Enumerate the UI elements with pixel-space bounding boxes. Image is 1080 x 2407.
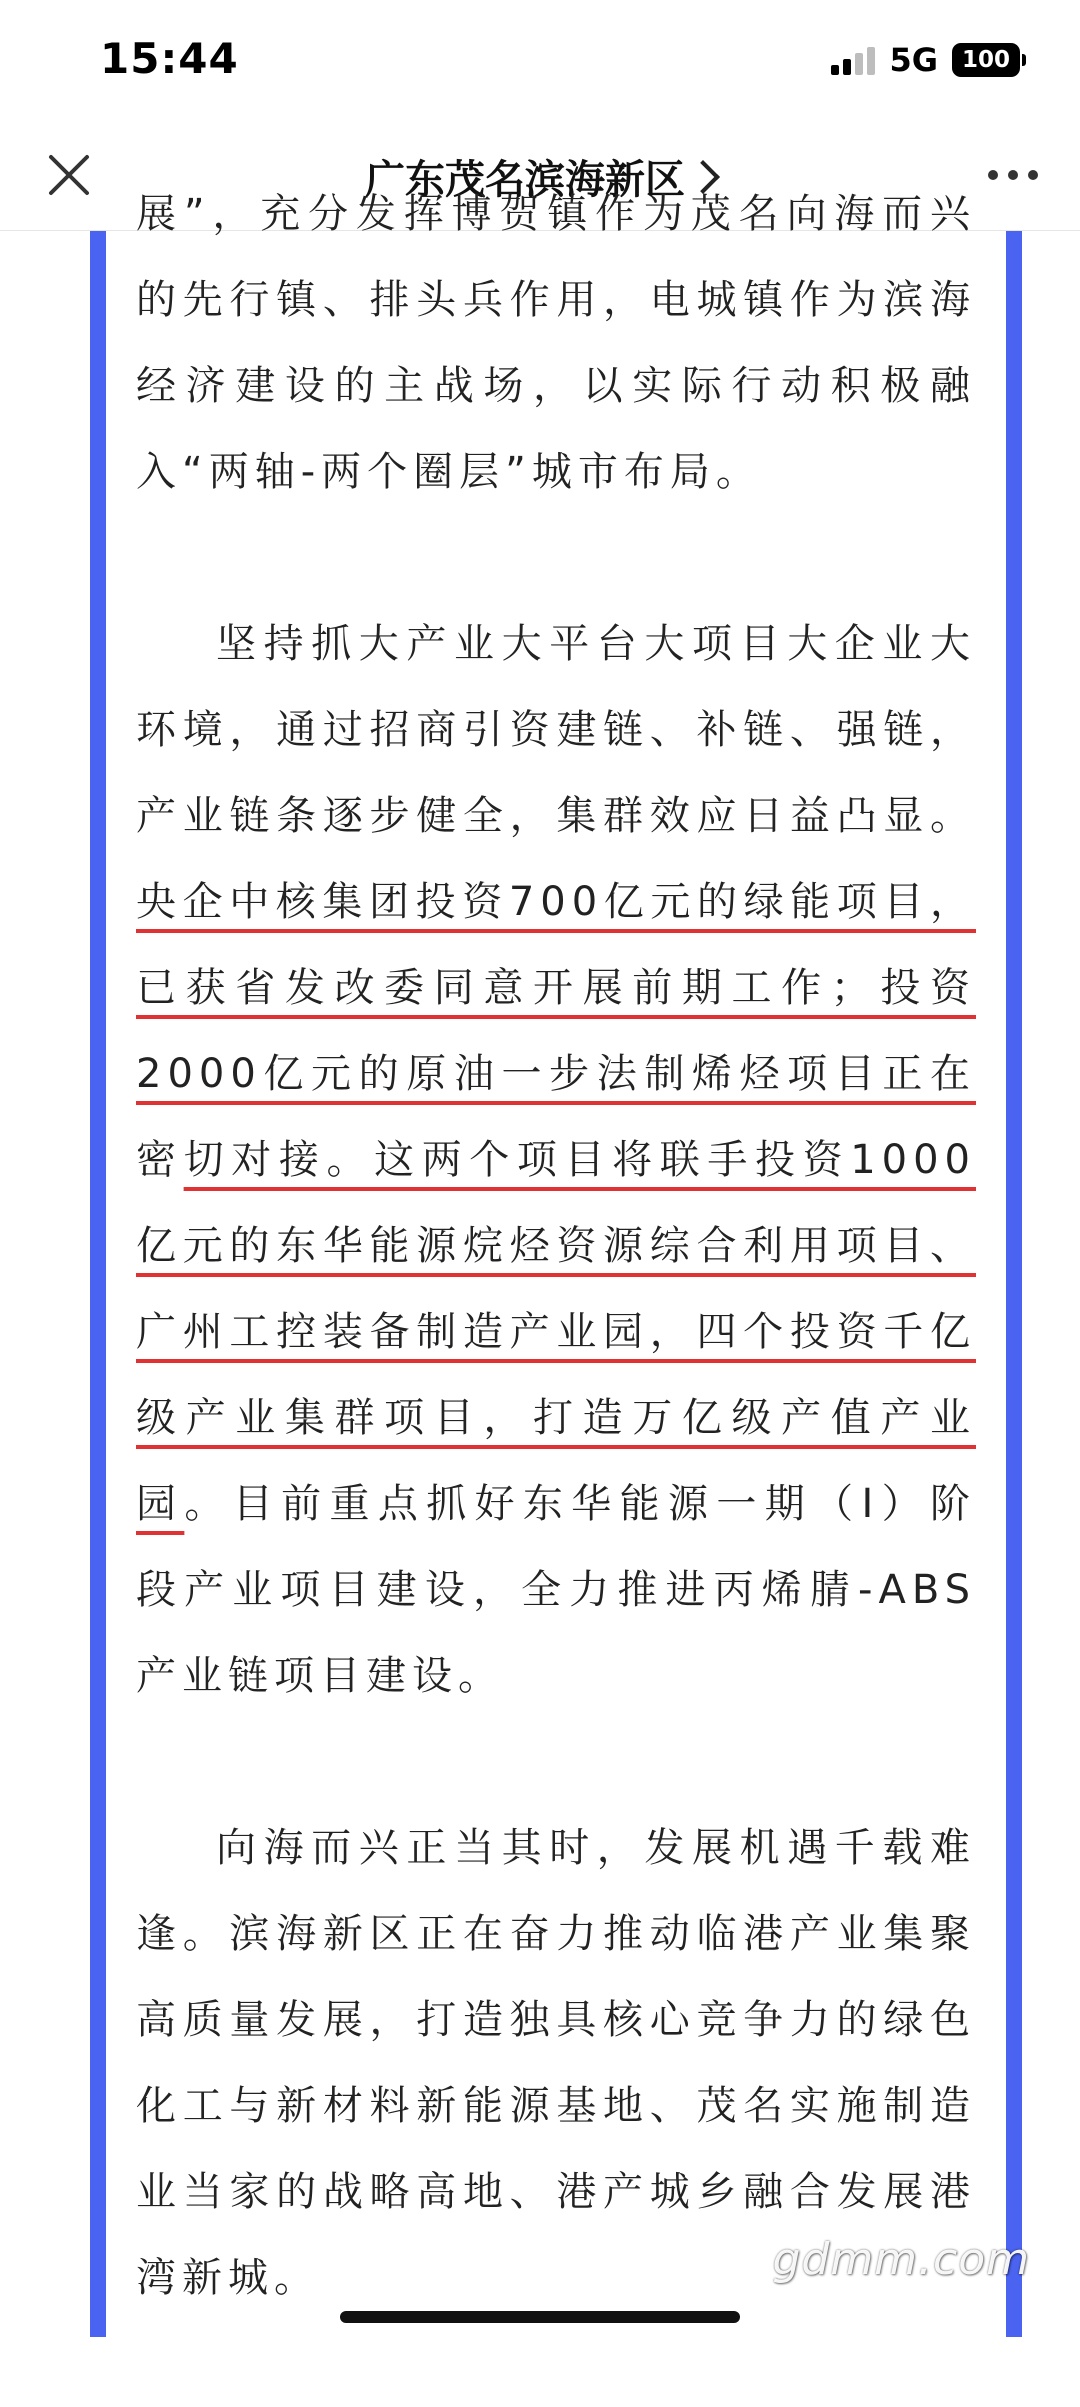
home-indicator[interactable] [340, 2311, 740, 2323]
paragraph-1: 展”，充分发挥博贺镇作为茂名向海而兴的先行镇、排头兵作用，电城镇作为滨海经济建设的主战场，以实际行动积极融入“两轴-两个圈层”城市布局。 [136, 191, 976, 495]
watermark: gdmm.com [772, 2234, 1030, 2285]
battery-icon: 100 [952, 43, 1020, 77]
paragraph-2-intro: 坚持抓大产业大平台大项目大企业大环境，通过招商引资建链、补链、强链，产业链条逐步健全，集群效应日益凸显。 [136, 621, 976, 839]
page-title: 广东茂名滨海新区 [365, 157, 685, 203]
paragraph-2 [136, 601, 976, 1719]
status-bar [0, 0, 1080, 120]
article-frame [90, 191, 1022, 2337]
underlined-text-2: 切对接。这两个项目将联手投资1000亿元的东华能源烷烃资源综合利用项目、广州工控装备制造产业园，四个投资千亿级产业集群项目，打造万亿级产值产业园 [136, 1137, 977, 1527]
status-indicators [831, 40, 1020, 80]
network-label: 5G [889, 41, 938, 79]
more-options-icon[interactable] [988, 170, 1038, 180]
status-time: 15:44 [100, 34, 239, 83]
paragraph-2-mid: 密 [136, 1137, 184, 1183]
paragraph-2-end: 。目前重点抓好东华能源一期（I）阶段产业项目建设，全力推进丙烯腈-ABS产业链项目建设。 [136, 1481, 977, 1699]
underlined-text-1: 央企中核集团投资700亿元的绿能项目，已获省发改委同意开展前期工作；投资2000亿元的原油一步法制烯烃项目正在 [136, 879, 976, 1097]
signal-icon [831, 45, 875, 75]
article-body [136, 171, 976, 2407]
paragraph-3: 向海而兴正当其时，发展机遇千载难逢。滨海新区正在奋力推动临港产业集聚高质量发展，打造独具核心竞争力的绿色化工与新材料新能源基地、茂名实施制造业当家的战略高地、港产城乡融合发展港湾新城。 [136, 1825, 976, 2301]
